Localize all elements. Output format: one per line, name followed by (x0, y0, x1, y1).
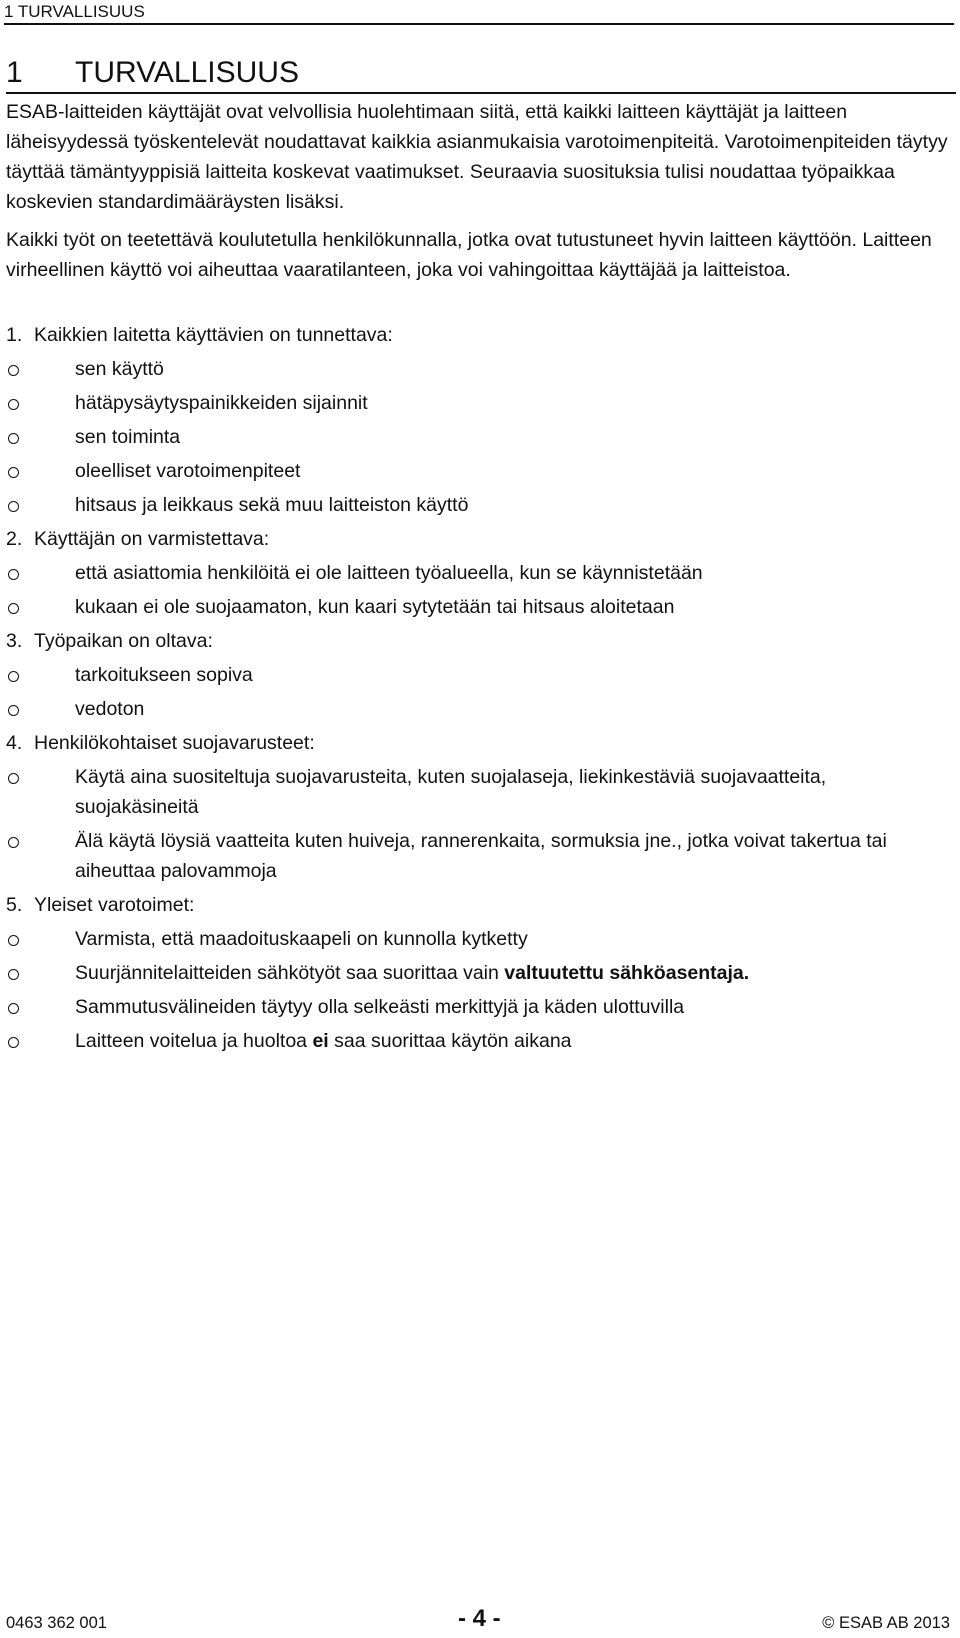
copyright-notice: © ESAB AB 2013 (822, 1614, 950, 1632)
circle-bullet-icon (8, 399, 19, 410)
circle-bullet-icon (8, 837, 19, 848)
safety-item-heading (6, 626, 950, 656)
safety-item-heading (6, 890, 950, 920)
sub-list (6, 924, 950, 1056)
list-item (6, 762, 950, 822)
item-number: 1. (6, 324, 23, 346)
list-item (6, 660, 950, 690)
item-number: 5. (6, 894, 23, 916)
item-heading-text: Kaikkien laitetta käyttävien on tunnettava: (34, 324, 393, 346)
circle-bullet-icon (8, 365, 19, 376)
list-item-text: Laitteen voitelua ja huoltoa (75, 1030, 313, 1052)
list-item (6, 826, 950, 886)
list-item (6, 924, 950, 954)
list-item-text: Sammutusvälineiden täytyy olla selkeästi merkittyjä ja käden ulottuvilla (75, 996, 685, 1018)
list-item (6, 490, 950, 520)
circle-bullet-icon (8, 1003, 19, 1014)
list-item-text-after: saa suorittaa käytön aikana (328, 1030, 572, 1052)
safety-item (6, 320, 950, 520)
running-header (4, 1, 954, 25)
list-item-text: hätäpysäytyspainikkeiden sijainnit (75, 392, 368, 414)
sub-list (6, 558, 950, 622)
item-heading-text: Yleiset varotoimet: (34, 894, 195, 916)
running-header-text: 1 TURVALLISUUS (4, 2, 145, 21)
list-item (6, 422, 950, 452)
list-item (6, 958, 950, 988)
list-item-text: kukaan ei ole suojaamaton, kun kaari sytytetään tai hitsaus aloitetaan (75, 596, 675, 618)
sub-list (6, 660, 950, 724)
safety-item (6, 626, 950, 724)
safety-item-heading (6, 524, 950, 554)
circle-bullet-icon (8, 433, 19, 444)
item-heading-text: Käyttäjän on varmistettava: (34, 528, 270, 550)
list-item-emphasis: ei (312, 1030, 329, 1052)
list-item-emphasis: valtuutettu sähköasentaja. (504, 962, 750, 984)
intro-paragraph: ESAB-laitteiden käyttäjät ovat velvollisia huolehtimaan siitä, että kaikki laitteen käyttäjät ja laitteen läheisyydessä työskentelevät noudattavat kaikkia asianmukaisia varotoimenpiteitä. Varotoimenpiteiden täytyy täyttää tämäntyyppisiä laitteita koskevat vaatimukset. Seuraavia suosituksia tulisi noudattaa työpaikkaa koskevien standardimääräysten lisäksi. (6, 101, 948, 213)
safety-item (6, 728, 950, 886)
list-item-text: Älä käytä löysiä vaatteita kuten huiveja, rannerenkaita, sormuksia jne., jotka voivat takertua tai aiheuttaa palovammoja (75, 830, 887, 882)
list-item-text: hitsaus ja leikkaus sekä muu laitteiston käyttö (75, 494, 469, 516)
section-number: 1 (6, 56, 23, 89)
list-item-text: Suurjännitelaitteiden sähkötyöt saa suorittaa vain (75, 962, 505, 984)
list-item-text: vedoton (75, 698, 145, 720)
circle-bullet-icon (8, 501, 19, 512)
circle-bullet-icon (8, 603, 19, 614)
intro-paragraph: Kaikki työt on teetettävä koulutetulla henkilökunnalla, jotka ovat tutustuneet hyvin laitteen käyttöön. Laitteen virheellinen käyttö voi aiheuttaa vaaratilanteen, joka voi vahingoittaa käyttäjää ja laitteistoa. (6, 229, 932, 281)
list-item (6, 592, 950, 622)
circle-bullet-icon (8, 671, 19, 682)
list-item (6, 354, 950, 384)
circle-bullet-icon (8, 705, 19, 716)
section-title (6, 56, 956, 94)
sub-list (6, 762, 950, 886)
list-item-text: sen käyttö (75, 358, 164, 380)
list-item (6, 456, 950, 486)
list-item (6, 992, 950, 1022)
page-number: - 4 - (458, 1605, 501, 1632)
circle-bullet-icon (8, 467, 19, 478)
list-item-text: oleelliset varotoimenpiteet (75, 460, 301, 482)
item-number: 2. (6, 528, 23, 550)
circle-bullet-icon (8, 773, 19, 784)
list-item (6, 1026, 950, 1056)
item-number: 4. (6, 732, 23, 754)
list-item-text: että asiattomia henkilöitä ei ole laitteen työalueella, kun se käynnistetään (75, 562, 703, 584)
safety-item (6, 524, 950, 622)
list-item-text: Käytä aina suositeltuja suojavarusteita, kuten suojalaseja, liekinkestäviä suojavaatteita, suojakäsineitä (75, 766, 827, 818)
list-item (6, 388, 950, 418)
safety-item-heading (6, 320, 950, 350)
list-item-text: sen toiminta (75, 426, 181, 448)
item-heading-text: Henkilökohtaiset suojavarusteet: (34, 732, 315, 754)
document-number: 0463 362 001 (6, 1614, 107, 1632)
page-footer (6, 1607, 950, 1635)
safety-item-list (6, 320, 950, 1060)
safety-item (6, 890, 950, 1056)
list-item-text: tarkoitukseen sopiva (75, 664, 253, 686)
sub-list (6, 354, 950, 520)
circle-bullet-icon (8, 969, 19, 980)
section-title-text: TURVALLISUUS (75, 56, 299, 89)
safety-item-heading (6, 728, 950, 758)
list-item (6, 694, 950, 724)
circle-bullet-icon (8, 1037, 19, 1048)
item-number: 3. (6, 630, 23, 652)
list-item (6, 558, 950, 588)
circle-bullet-icon (8, 935, 19, 946)
list-item-text: Varmista, että maadoituskaapeli on kunnolla kytketty (75, 928, 528, 950)
item-heading-text: Työpaikan on oltava: (34, 630, 213, 652)
circle-bullet-icon (8, 569, 19, 580)
